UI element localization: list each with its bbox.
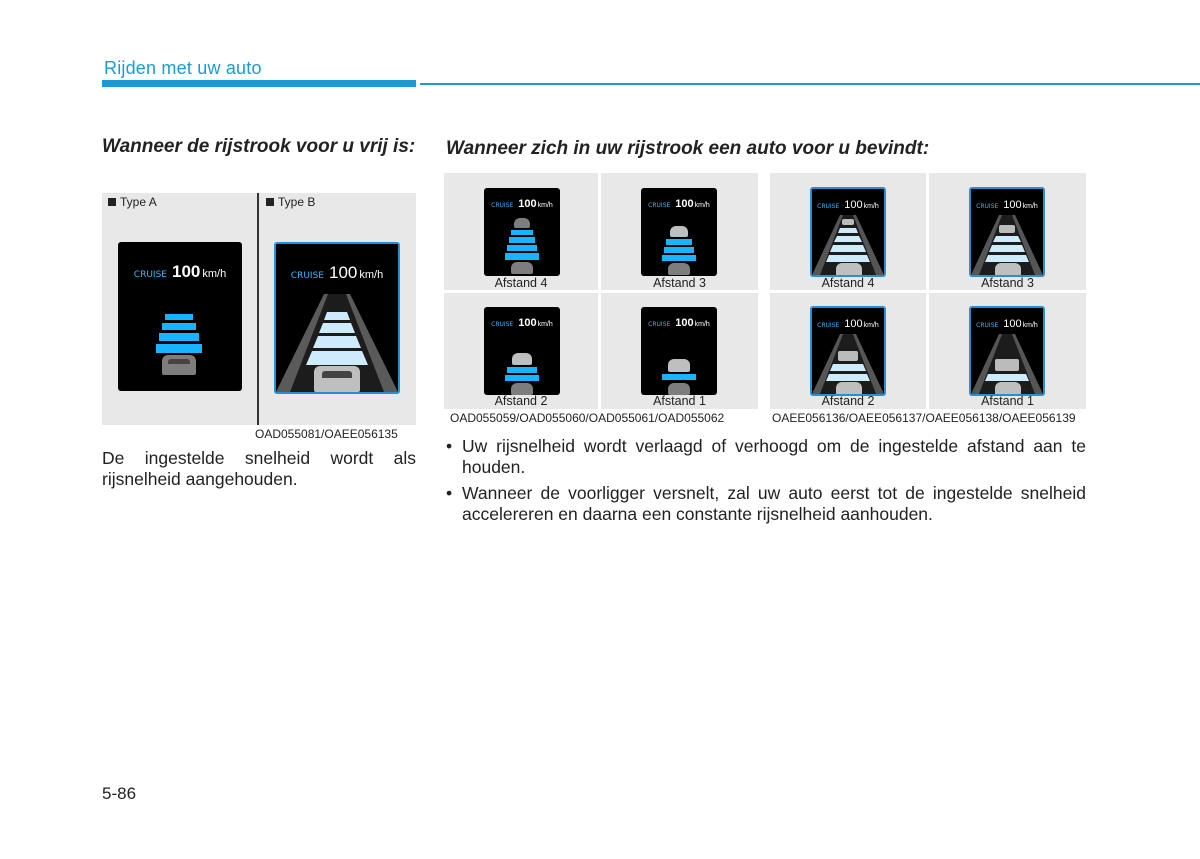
- distance-bar: [507, 245, 537, 251]
- distance-bar: [511, 230, 533, 235]
- left-heading: Wanneer de rijstrook voor u vrij is:: [102, 136, 416, 157]
- figure-free-lane: [102, 193, 416, 425]
- type-b-text: Type B: [278, 195, 316, 209]
- own-car-icon: [995, 263, 1021, 276]
- speed-unit: km/h: [537, 202, 553, 209]
- own-car-icon: [668, 263, 690, 275]
- speed-unit: km/h: [863, 203, 879, 210]
- type-b-label: [266, 195, 315, 209]
- set-speed: 100: [171, 262, 201, 281]
- distance-bar: [507, 367, 537, 373]
- distance-label: Afstand 1: [981, 394, 1034, 408]
- set-speed: 100: [675, 198, 694, 210]
- own-car-icon: [162, 355, 196, 375]
- distance-bar: [662, 255, 696, 261]
- distance-bar: [165, 314, 193, 320]
- figure-distance-type-a: [444, 173, 758, 409]
- set-speed: 100: [328, 263, 358, 282]
- speed-unit: km/h: [863, 322, 879, 329]
- distance-bar: [662, 374, 696, 380]
- figure-distance-type-b: [770, 173, 1086, 409]
- distance-label: Afstand 2: [494, 394, 548, 408]
- cruise-icon: CRUISE: [290, 271, 324, 281]
- distance-label: Afstand 1: [653, 394, 706, 408]
- distance-bar: [505, 253, 539, 260]
- type-a-text: Type A: [120, 195, 157, 209]
- type-a-label: [108, 195, 157, 209]
- cluster-display: [810, 306, 886, 396]
- distance-bar: [509, 237, 535, 243]
- cluster-display: [641, 188, 717, 276]
- cruise-icon: CRUISE: [648, 202, 671, 209]
- set-speed: 100: [518, 198, 537, 210]
- cluster-display-type-b: [274, 242, 400, 394]
- section-title: Rijden met uw auto: [104, 58, 262, 78]
- figure-caption-type-b: OAEE056136/OAEE056137/OAEE056138/OAEE056139: [772, 411, 1076, 425]
- display-speed-row: [276, 263, 398, 283]
- set-speed: 100: [1003, 199, 1022, 211]
- set-speed: 100: [844, 199, 863, 211]
- distance-bar: [156, 344, 202, 353]
- bullet-list: [446, 436, 1086, 530]
- speed-unit: km/h: [1022, 322, 1038, 329]
- distance-cell: [929, 293, 1086, 409]
- cruise-icon: CRUISE: [133, 270, 167, 280]
- speed-unit: km/h: [359, 269, 384, 281]
- cluster-display: [641, 307, 717, 395]
- set-speed: 100: [1003, 318, 1022, 330]
- square-bullet-icon: [266, 198, 274, 206]
- page-number: 5-86: [102, 784, 137, 803]
- cluster-display: [484, 307, 560, 395]
- cluster-display: [969, 187, 1045, 277]
- square-bullet-icon: [108, 198, 116, 206]
- distance-cell: [770, 173, 926, 290]
- speed-unit: km/h: [694, 321, 710, 328]
- distance-cell: [444, 293, 598, 409]
- speed-unit: km/h: [202, 268, 227, 280]
- distance-label: Afstand 4: [494, 276, 548, 290]
- speed-unit: km/h: [694, 202, 710, 209]
- speed-unit: km/h: [1022, 203, 1038, 210]
- distance-bar: [162, 323, 196, 330]
- cruise-icon: CRUISE: [491, 321, 514, 328]
- figure-caption-type-a: OAD055059/OAD055060/OAD055061/OAD055062: [450, 411, 725, 425]
- cruise-icon: CRUISE: [491, 202, 514, 209]
- cruise-icon: CRUISE: [648, 321, 671, 328]
- own-car-icon: [836, 263, 862, 276]
- distance-label: Afstand 2: [821, 394, 875, 408]
- figure-caption-left: OAD055081/OAEE056135: [255, 427, 398, 441]
- own-car-icon: [314, 366, 360, 392]
- figure-divider: [257, 193, 259, 425]
- lead-car-icon: [514, 218, 530, 228]
- cluster-display: [810, 187, 886, 277]
- distance-bar: [666, 239, 692, 245]
- bullet-item: • Wanneer de voorligger versnelt, zal uw auto eerst tot de ingestelde snelheid accelereren en daarna een constante rijsnelheid aanhouden.: [446, 483, 1086, 525]
- cluster-display-type-a: [118, 242, 242, 391]
- header-rule-thick: [102, 80, 416, 87]
- distance-bar: [505, 375, 539, 381]
- lead-car-icon: [668, 359, 690, 372]
- left-paragraph: De ingestelde snelheid wordt als rijsnelheid aangehouden.: [102, 448, 416, 489]
- cluster-display: [484, 188, 560, 276]
- right-heading: Wanneer zich in uw rijstrook een auto voor u bevindt:: [446, 138, 930, 159]
- distance-cell: [444, 173, 598, 290]
- distance-cell: [601, 173, 758, 290]
- distance-bar: [664, 247, 694, 253]
- distance-cell: [601, 293, 758, 409]
- header-rule-thin: [420, 83, 1200, 85]
- cruise-icon: CRUISE: [817, 203, 840, 210]
- set-speed: 100: [675, 317, 694, 329]
- set-speed: 100: [844, 318, 863, 330]
- cruise-icon: CRUISE: [976, 203, 999, 210]
- distance-bar: [159, 333, 199, 341]
- cruise-icon: CRUISE: [976, 322, 999, 329]
- lead-car-icon: [670, 226, 688, 237]
- distance-cell: [929, 173, 1086, 290]
- cluster-display: [969, 306, 1045, 396]
- set-speed: 100: [518, 317, 537, 329]
- own-car-icon: [511, 262, 533, 274]
- speed-unit: km/h: [537, 321, 553, 328]
- distance-label: Afstand 3: [653, 276, 706, 290]
- bullet-item: • Uw rijsnelheid wordt verlaagd of verhoogd om de ingestelde afstand aan te houden.: [446, 436, 1086, 478]
- display-speed-row: [118, 262, 242, 282]
- lead-car-icon: [512, 353, 532, 365]
- cruise-icon: CRUISE: [817, 322, 840, 329]
- distance-label: Afstand 4: [821, 276, 875, 290]
- distance-label: Afstand 3: [981, 276, 1034, 290]
- distance-cell: [770, 293, 926, 409]
